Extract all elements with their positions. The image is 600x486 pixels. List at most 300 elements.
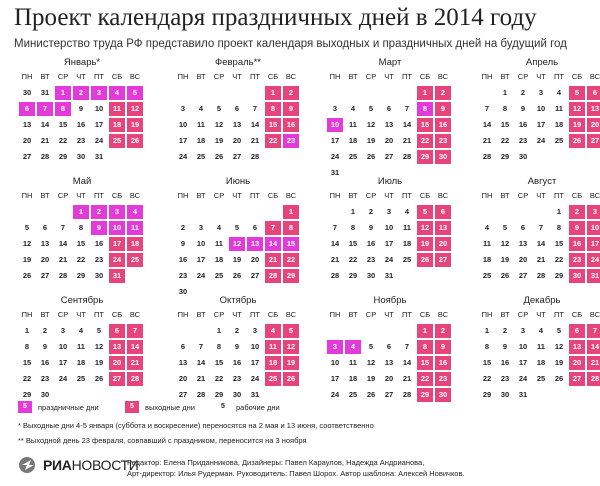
work-day: 1 <box>24 326 30 335</box>
weekend-day: 8 <box>265 102 281 116</box>
work-day: 26 <box>500 271 510 280</box>
holiday-day: 7 <box>37 102 53 116</box>
month-name: Август <box>527 176 557 187</box>
weekday-label: СР <box>57 72 69 81</box>
week-row <box>479 102 600 116</box>
work-day: 22 <box>554 255 564 264</box>
work-day: 7 <box>198 342 204 351</box>
empty-cell <box>109 150 125 164</box>
legend-label-holiday: праздничные дни <box>38 402 99 412</box>
weekday-header <box>175 70 301 83</box>
weekday-header <box>327 189 453 202</box>
work-day: 17 <box>330 374 340 383</box>
empty-cell <box>327 205 343 219</box>
footnote-1: * Выходные дни 4-5 января (суббота и воскресение) переносятся на 2 мая и 13 июня, соответственно <box>18 421 374 430</box>
weekend-day: 18 <box>127 237 143 251</box>
work-day: 5 <box>234 223 240 232</box>
empty-cell <box>211 86 227 100</box>
work-day: 4 <box>484 223 490 232</box>
weekday-label: СР <box>213 191 225 200</box>
work-day: 9 <box>234 342 240 351</box>
week-row <box>175 356 301 370</box>
week-row <box>327 205 453 219</box>
work-day: 5 <box>556 326 562 335</box>
work-day: 6 <box>252 223 258 232</box>
work-day: 10 <box>536 104 546 113</box>
weekday-label: ЧТ <box>536 191 546 200</box>
weekend-day: 4 <box>265 324 281 338</box>
week-row <box>479 86 600 100</box>
weekend-day: 10 <box>587 221 600 235</box>
weekend-day: 24 <box>587 253 600 267</box>
work-day: 27 <box>518 271 528 280</box>
work-day: 20 <box>232 136 242 145</box>
work-day: 28 <box>402 152 412 161</box>
month-name: Февраль** <box>214 57 261 68</box>
weekday-label: ПН <box>21 191 33 200</box>
empty-cell <box>247 86 263 100</box>
holiday-day: 9 <box>91 221 107 235</box>
weekend-day: 23 <box>435 372 451 386</box>
work-day: 22 <box>500 136 510 145</box>
weekday-label: СБ <box>111 310 123 319</box>
month-name: Декабрь <box>523 295 561 306</box>
weekday-label: ПН <box>481 310 493 319</box>
work-day: 31 <box>40 88 50 97</box>
weekday-label: ПТ <box>554 191 564 200</box>
week-row <box>327 356 453 370</box>
empty-cell <box>345 86 361 100</box>
work-day: 4 <box>404 207 410 216</box>
weekday-label: ПН <box>329 72 341 81</box>
holiday-day: 13 <box>247 237 263 251</box>
work-day: 17 <box>58 358 68 367</box>
work-day: 13 <box>22 120 32 129</box>
footnote-2: ** Выходной день 23 февраля, совпавший с праздником, переносится на 3 ноября <box>18 436 307 445</box>
credits <box>127 457 465 479</box>
work-day: 30 <box>178 287 188 296</box>
weekend-day: 5 <box>417 205 433 219</box>
empty-cell <box>551 388 567 402</box>
month-block <box>19 294 145 404</box>
empty-cell <box>55 205 71 219</box>
month-name: Апрель <box>525 57 559 68</box>
week-row <box>175 324 301 338</box>
work-day: 4 <box>350 104 356 113</box>
week-row <box>175 388 301 402</box>
work-day: 24 <box>518 374 528 383</box>
work-day: 6 <box>180 342 186 351</box>
work-day: 9 <box>520 104 526 113</box>
weekday-label: СР <box>517 310 529 319</box>
weekend-day: 22 <box>417 134 433 148</box>
work-day: 12 <box>554 342 564 351</box>
week-row <box>327 134 453 148</box>
ria-logo-icon <box>18 456 40 474</box>
work-day: 30 <box>366 271 376 280</box>
month-name: Октябрь <box>219 295 257 306</box>
work-day: 18 <box>348 374 358 383</box>
weekend-day: 19 <box>417 237 433 251</box>
work-day: 10 <box>250 342 260 351</box>
work-day: 24 <box>196 271 206 280</box>
work-day: 13 <box>384 358 394 367</box>
work-day: 30 <box>22 88 32 97</box>
weekend-day: 22 <box>417 372 433 386</box>
work-day: 29 <box>22 390 32 399</box>
work-day: 5 <box>368 342 374 351</box>
work-day: 14 <box>40 120 50 129</box>
work-day: 13 <box>384 120 394 129</box>
work-day: 15 <box>76 239 86 248</box>
weekday-header <box>327 308 453 321</box>
work-day: 20 <box>384 374 394 383</box>
weekend-day: 11 <box>109 102 125 116</box>
legend-swatch-holiday: 5 <box>18 401 32 413</box>
work-day: 14 <box>250 120 260 129</box>
weekday-label: ПН <box>177 191 189 200</box>
week-row <box>327 221 453 235</box>
work-day: 30 <box>40 390 50 399</box>
holiday-day: 3 <box>91 86 107 100</box>
week-row <box>479 356 600 370</box>
week-row <box>327 269 453 283</box>
weekend-day: 6 <box>109 324 125 338</box>
ria-logo-text <box>43 457 139 473</box>
work-day: 27 <box>178 390 188 399</box>
work-day: 12 <box>22 239 32 248</box>
weekday-label: ВС <box>589 191 600 200</box>
month-block <box>479 294 600 404</box>
work-day: 18 <box>482 255 492 264</box>
empty-cell <box>533 205 549 219</box>
work-day: 28 <box>330 271 340 280</box>
empty-cell <box>363 324 379 338</box>
weekend-day: 16 <box>569 237 585 251</box>
week-row <box>479 134 600 148</box>
weekend-day: 12 <box>569 102 585 116</box>
work-day: 7 <box>252 104 258 113</box>
work-day: 20 <box>22 136 32 145</box>
week-row <box>479 221 600 235</box>
weekday-label: ЧТ <box>384 310 394 319</box>
legend-swatch-weekend: 5 <box>125 401 139 413</box>
weekday-label: СР <box>365 191 377 200</box>
weekday-label: ВС <box>129 191 141 200</box>
weekend-day: 26 <box>127 134 143 148</box>
work-day: 22 <box>348 255 358 264</box>
weekday-label: СБ <box>419 191 431 200</box>
work-day: 19 <box>94 358 104 367</box>
weekday-label: ВС <box>129 310 141 319</box>
weekday-label: СБ <box>111 72 123 81</box>
work-day: 2 <box>502 326 508 335</box>
weekend-day: 20 <box>587 118 600 132</box>
empty-cell <box>363 86 379 100</box>
weekend-day: 6 <box>435 205 451 219</box>
weekend-day: 2 <box>569 205 585 219</box>
work-day: 3 <box>538 88 544 97</box>
work-day: 17 <box>94 120 104 129</box>
weekend-day: 28 <box>127 372 143 386</box>
work-day: 3 <box>60 326 66 335</box>
work-day: 5 <box>502 223 508 232</box>
work-day: 4 <box>538 326 544 335</box>
work-day: 8 <box>216 342 222 351</box>
empty-cell <box>587 150 600 164</box>
empty-cell <box>175 324 191 338</box>
work-day: 27 <box>232 152 242 161</box>
work-day: 7 <box>538 223 544 232</box>
month-name: Ноябрь <box>373 295 407 306</box>
weekday-label: ПН <box>177 310 189 319</box>
work-day: 16 <box>232 358 242 367</box>
work-day: 10 <box>384 223 394 232</box>
empty-cell <box>193 205 209 219</box>
weekday-label: СБ <box>571 72 583 81</box>
empty-cell <box>533 150 549 164</box>
weekend-day: 30 <box>435 388 451 402</box>
work-day: 21 <box>58 255 68 264</box>
weekend-day: 12 <box>417 221 433 235</box>
month-name: Март <box>378 57 402 68</box>
work-day: 17 <box>536 120 546 129</box>
weekend-day: 18 <box>265 356 281 370</box>
weekend-day: 1 <box>265 86 281 100</box>
weekday-label: ЧТ <box>536 72 546 81</box>
weekend-day: 15 <box>417 118 433 132</box>
empty-cell <box>533 388 549 402</box>
work-day: 2 <box>520 88 526 97</box>
legend-item-workday <box>216 401 280 413</box>
month-block <box>175 56 301 166</box>
weekend-day: 15 <box>417 356 433 370</box>
work-day: 7 <box>404 104 410 113</box>
work-day: 29 <box>482 390 492 399</box>
work-day: 19 <box>366 136 376 145</box>
work-day: 7 <box>332 223 338 232</box>
empty-cell <box>73 388 89 402</box>
weekday-label: СР <box>365 310 377 319</box>
weekday-label: СР <box>517 191 529 200</box>
empty-cell <box>381 324 397 338</box>
holiday-day: 10 <box>109 221 125 235</box>
week-row <box>19 221 145 235</box>
week-row <box>327 150 453 164</box>
weekday-label: ПН <box>481 72 493 81</box>
empty-cell <box>345 324 361 338</box>
week-row <box>327 86 453 100</box>
week-row <box>479 205 600 219</box>
week-row <box>19 356 145 370</box>
week-row <box>175 134 301 148</box>
logo-bold: РИА <box>43 457 72 473</box>
work-day: 21 <box>196 374 206 383</box>
work-day: 20 <box>518 255 528 264</box>
weekday-label: ВС <box>129 72 141 81</box>
holiday-day: 8 <box>417 102 433 116</box>
work-day: 22 <box>76 255 86 264</box>
work-day: 7 <box>484 104 490 113</box>
weekend-day: 9 <box>569 221 585 235</box>
weekend-day: 1 <box>417 324 433 338</box>
work-day: 16 <box>94 239 104 248</box>
weekend-day: 27 <box>435 253 451 267</box>
work-day: 31 <box>518 390 528 399</box>
weekday-label: ВС <box>437 191 449 200</box>
week-row <box>19 237 145 251</box>
work-day: 3 <box>386 207 392 216</box>
work-day: 25 <box>196 152 206 161</box>
month-name: Январь* <box>63 57 101 68</box>
work-day: 15 <box>554 239 564 248</box>
work-day: 22 <box>58 136 68 145</box>
weekday-label: СБ <box>267 310 279 319</box>
work-day: 15 <box>482 358 492 367</box>
work-day: 2 <box>180 223 186 232</box>
week-row <box>327 388 453 402</box>
work-day: 20 <box>40 255 50 264</box>
month-block <box>19 175 145 285</box>
weekday-label: ЧТ <box>76 310 86 319</box>
work-day: 14 <box>482 120 492 129</box>
weekday-label: ВТ <box>40 310 50 319</box>
work-day: 8 <box>24 342 30 351</box>
work-day: 9 <box>42 342 48 351</box>
work-day: 12 <box>94 342 104 351</box>
week-row <box>175 253 301 267</box>
weekend-day: 25 <box>109 134 125 148</box>
work-day: 10 <box>330 358 340 367</box>
empty-cell <box>193 86 209 100</box>
empty-cell <box>283 388 299 402</box>
work-day: 2 <box>42 326 48 335</box>
work-day: 17 <box>518 358 528 367</box>
week-row <box>19 118 145 132</box>
work-day: 17 <box>330 136 340 145</box>
weekend-day: 18 <box>109 118 125 132</box>
work-day: 25 <box>482 271 492 280</box>
credits-line-2: Арт-директор: Илья Рудерман. Руководитель: Павел Шорох. Автор шаблона: Алексей Новичков. <box>127 469 465 478</box>
work-day: 11 <box>555 104 563 113</box>
week-row <box>479 118 600 132</box>
empty-cell <box>479 205 495 219</box>
month-block <box>175 175 301 301</box>
empty-cell <box>109 388 125 402</box>
weekday-label: ВС <box>437 72 449 81</box>
weekend-day: 7 <box>127 324 143 338</box>
work-day: 30 <box>76 152 86 161</box>
empty-cell <box>127 150 143 164</box>
holiday-day: 2 <box>73 86 89 100</box>
work-day: 29 <box>214 390 224 399</box>
work-day: 4 <box>216 223 222 232</box>
weekday-label: ПН <box>21 310 33 319</box>
work-day: 19 <box>214 136 224 145</box>
work-day: 17 <box>384 239 394 248</box>
weekday-label: ПТ <box>554 310 564 319</box>
work-day: 5 <box>368 104 374 113</box>
week-row <box>327 372 453 386</box>
holiday-day: 4 <box>127 205 143 219</box>
empty-cell <box>283 150 299 164</box>
legend-item-weekend <box>125 401 195 413</box>
week-row <box>19 150 145 164</box>
empty-cell <box>265 388 281 402</box>
weekend-day: 30 <box>435 150 451 164</box>
work-day: 14 <box>58 239 68 248</box>
week-row <box>175 237 301 251</box>
weekday-label: ЧТ <box>536 310 546 319</box>
work-day: 10 <box>518 342 528 351</box>
work-day: 9 <box>368 223 374 232</box>
empty-cell <box>479 86 495 100</box>
work-day: 18 <box>536 358 546 367</box>
weekend-day: 26 <box>417 253 433 267</box>
legend-swatch-workday: 5 <box>216 401 230 413</box>
work-day: 13 <box>518 239 528 248</box>
work-day: 5 <box>216 104 222 113</box>
week-row <box>19 134 145 148</box>
work-day: 23 <box>232 374 242 383</box>
weekday-label: ПН <box>329 191 341 200</box>
empty-cell <box>229 205 245 219</box>
weekday-label: ПТ <box>94 72 104 81</box>
empty-cell <box>229 86 245 100</box>
week-row <box>19 86 145 100</box>
work-day: 8 <box>350 223 356 232</box>
weekday-label: ПН <box>329 310 341 319</box>
month-block <box>327 294 453 404</box>
work-day: 11 <box>77 342 85 351</box>
weekend-day: 13 <box>569 340 585 354</box>
work-day: 14 <box>196 358 206 367</box>
work-day: 18 <box>76 358 86 367</box>
weekend-day: 27 <box>569 372 585 386</box>
work-day: 1 <box>502 88 508 97</box>
week-row <box>479 388 600 402</box>
weekday-label: ЧТ <box>384 191 394 200</box>
work-day: 27 <box>384 390 394 399</box>
weekend-day: 19 <box>127 118 143 132</box>
weekend-day: 30 <box>569 269 585 283</box>
work-day: 25 <box>402 255 412 264</box>
holiday-day: 3 <box>327 340 343 354</box>
weekday-label: ВТ <box>348 310 358 319</box>
weekday-label: ВТ <box>500 191 510 200</box>
work-day: 10 <box>178 120 188 129</box>
weekend-day: 16 <box>435 118 451 132</box>
weekday-label: СБ <box>419 310 431 319</box>
week-row <box>479 372 600 386</box>
work-day: 23 <box>76 136 86 145</box>
work-day: 17 <box>196 255 206 264</box>
weekend-day: 9 <box>435 340 451 354</box>
page-title: Проект календаря праздничных дней в 2014 году <box>14 4 537 31</box>
week-row <box>327 102 453 116</box>
work-day: 30 <box>518 152 528 161</box>
work-day: 24 <box>250 374 260 383</box>
weekend-day: 12 <box>127 102 143 116</box>
weekday-label: СБ <box>571 310 583 319</box>
work-day: 8 <box>484 342 490 351</box>
weekday-label: СБ <box>419 72 431 81</box>
work-day: 27 <box>22 152 32 161</box>
weekday-header <box>175 308 301 321</box>
weekday-label: СР <box>365 72 377 81</box>
weekend-day: 1 <box>283 205 299 219</box>
work-day: 17 <box>178 136 188 145</box>
